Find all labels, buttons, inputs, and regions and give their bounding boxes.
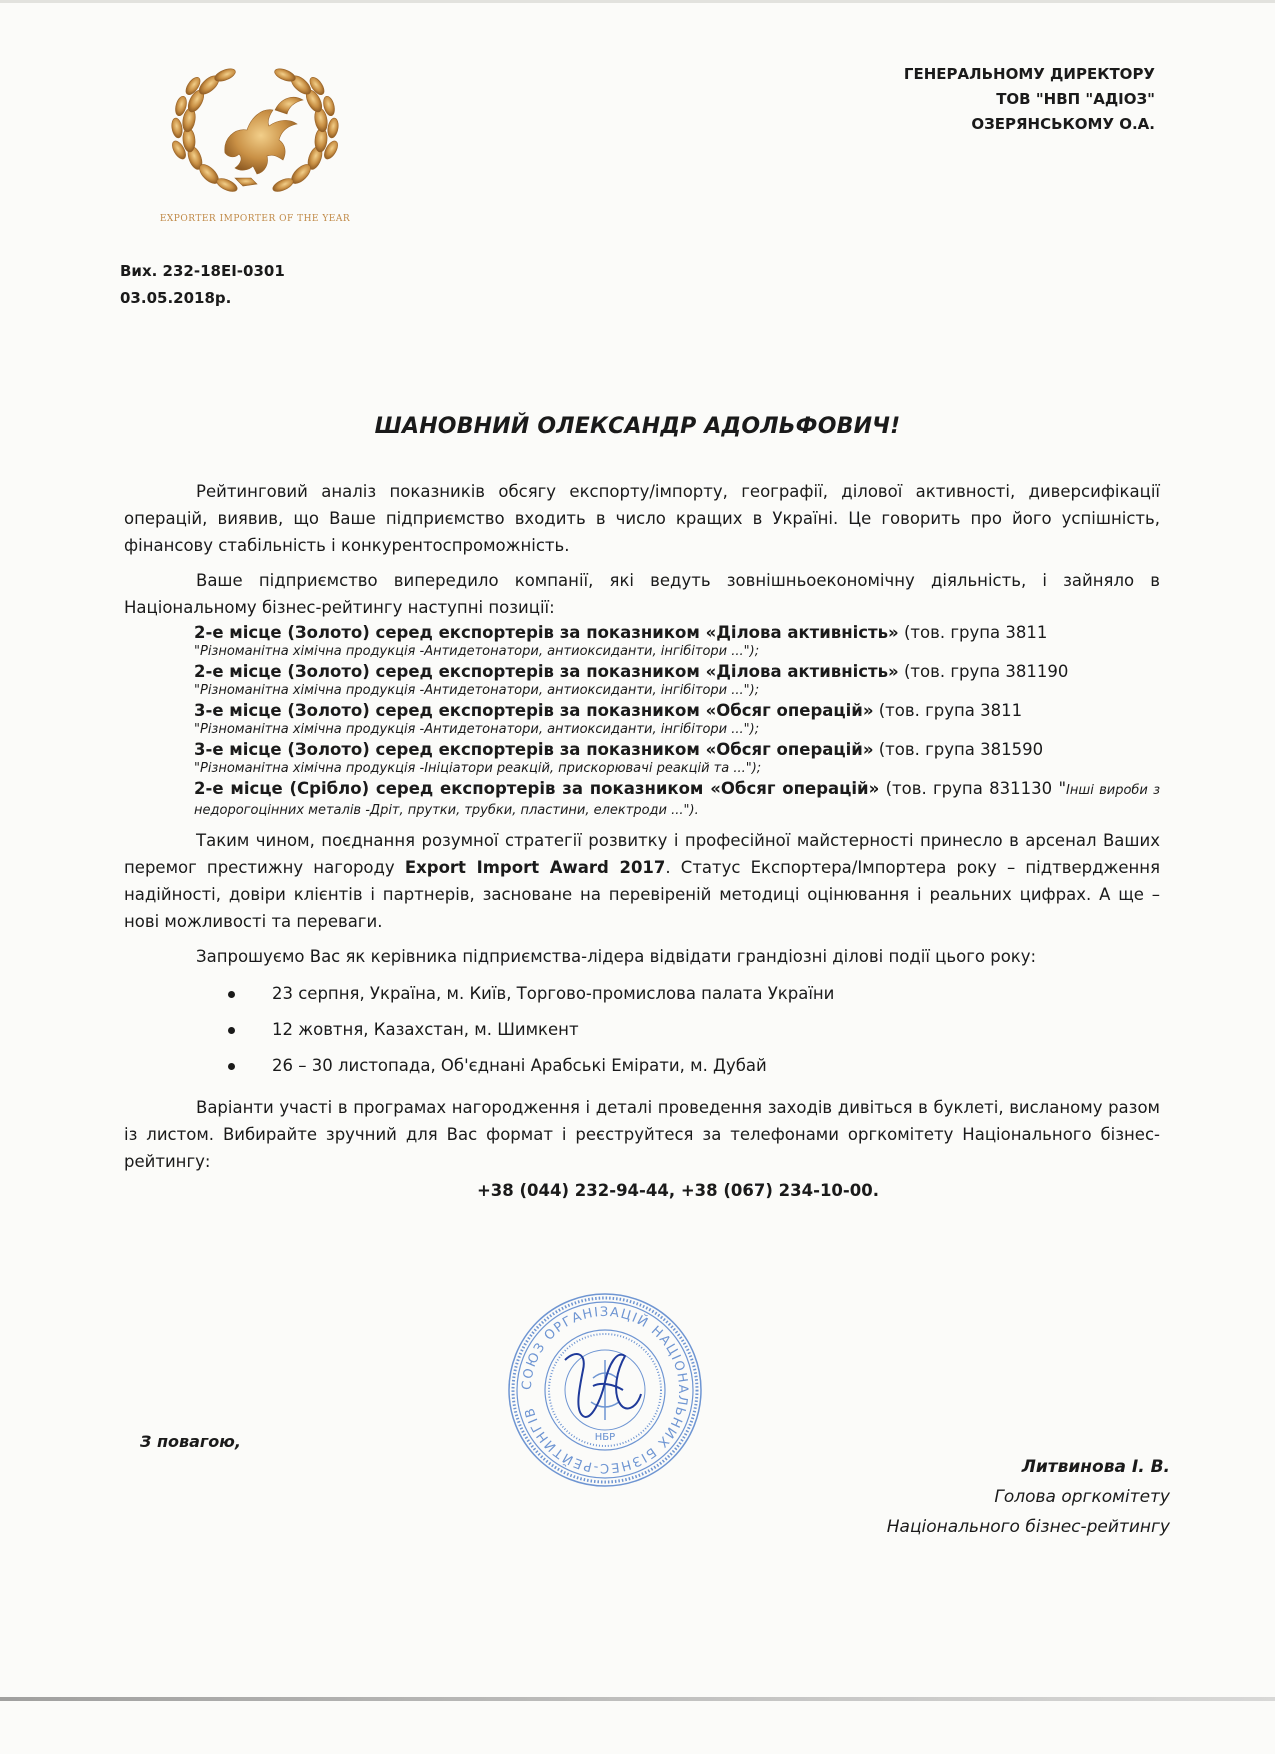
ranking-main: 2-е місце (Срібло) серед експортерів за показником «Обсяг операцій» xyxy=(194,779,880,798)
ranking-main: 3-е місце (Золото) серед експортерів за показником «Обсяг операцій» xyxy=(194,740,874,759)
ranking-group: (тов. група 381190 xyxy=(898,662,1069,681)
award-name: Export Import Award 2017 xyxy=(404,858,666,877)
addressee-line: ТОВ "НВП "АДІОЗ" xyxy=(996,90,1155,108)
ranking-item xyxy=(194,701,1160,738)
events-list xyxy=(124,976,1160,1084)
ranking-group: (тов. група 3811 xyxy=(898,623,1048,642)
stamp-center-text: НБР xyxy=(594,1432,616,1443)
ranking-item xyxy=(194,662,1160,699)
paragraph: Ваше підприємство випередило компанії, які ведуть зовнішньоекономічну діяльність, і зайняло в Національному бізнес-рейтингу наступні позиції: xyxy=(124,571,1160,617)
ranking-sub: "Різноманітна хімічна продукція -Антидетонатори, антиоксиданти, інгібітори ..."); xyxy=(194,722,760,737)
ranking-item xyxy=(194,623,1160,660)
outgoing-number: Вих. 232-18ЕІ-0301 xyxy=(120,262,285,280)
addressee-line: ГЕНЕРАЛЬНОМУ ДИРЕКТОРУ xyxy=(903,65,1155,83)
salutation: ШАНОВНИЙ ОЛЕКСАНДР АДОЛЬФОВИЧ! xyxy=(374,414,901,439)
ranking-item xyxy=(194,779,1160,819)
event-text: 26 – 30 листопада, Об'єднані Арабські Емірати, м. Дубай xyxy=(272,1056,767,1075)
ranking-main: 2-е місце (Золото) серед експортерів за показником «Ділова активність» xyxy=(194,662,899,681)
ranking-item xyxy=(194,740,1160,777)
event-item xyxy=(124,976,1160,1012)
scan-top-edge xyxy=(0,0,1275,3)
signatory-name: Литвинова І. В. xyxy=(1021,1457,1170,1477)
signatory-block xyxy=(887,1452,1170,1542)
ranking-main: 2-е місце (Золото) серед експортерів за показником «Ділова активність» xyxy=(194,623,899,642)
event-item xyxy=(124,1048,1160,1084)
addressee-block xyxy=(904,62,1155,137)
official-stamp-icon xyxy=(505,1290,705,1490)
signatory-title: Голова оргкомітету xyxy=(994,1487,1170,1507)
closing-phrase: З повагою, xyxy=(140,1432,241,1451)
rankings-list xyxy=(194,623,1160,819)
paragraph-text: . Статус Експортера/Імпортера року – підтвердження надійності, довіри клієнтів і партнерів, засноване на перевіреній методиці оцінювання і реальних цифрах. А ще – нові можливості та переваги. xyxy=(124,858,1161,931)
paragraph: Запрошуємо Вас як керівника підприємства-лідера відвідати грандіозні ділові події цього року: xyxy=(196,947,1037,966)
signatory-title: Національного бізнес-рейтингу xyxy=(886,1517,1170,1537)
ranking-sub: "Різноманітна хімічна продукція -Ініціатори реакцій, прискорювачі реакцій та ..."); xyxy=(194,761,762,776)
phone-numbers: +38 (044) 232-94-44, +38 (067) 234-10-00. xyxy=(476,1181,879,1200)
ranking-main: 3-е місце (Золото) серед експортерів за показником «Обсяг операцій» xyxy=(194,701,874,720)
ranking-sub: "Різноманітна хімічна продукція -Антидетонатори, антиоксиданти, інгібітори ..."); xyxy=(194,683,760,698)
paragraph: Варіанти участі в програмах нагородження і деталі проведення заходів дивіться в буклеті, висланому разом із листом. Вибирайте зручний для Вас формат і реєструйтеся за телефонами оргкомітету Національного бізнес-рейтингу: xyxy=(124,1098,1160,1171)
paragraph: Рейтинговий аналіз показників обсягу експорту/імпорту, географії, ділової активності, диверсифікації операцій, виявив, що Ваше підприємство входить в число кращих в Україні. Це говорить про його успішність, фінансову стабільність і конкурентоспроможність. xyxy=(124,482,1160,555)
ranking-sub: "Різноманітна хімічна продукція -Антидетонатори, антиоксиданти, інгібітори ..."); xyxy=(194,644,760,659)
stamp-ring-text: СОЮЗ ОРГАНІЗАЦІЙ НАЦІОНАЛЬНИХ БІЗНЕС-РЕЙТИНГІВ xyxy=(519,1304,691,1476)
paragraph xyxy=(124,827,1160,935)
letter-date: 03.05.2018р. xyxy=(120,289,232,307)
letter-body xyxy=(124,478,1160,1212)
ranking-group: (тов. група 381590 xyxy=(873,740,1044,759)
bullet-icon xyxy=(228,1063,235,1070)
event-text: 12 жовтня, Казахстан, м. Шимкент xyxy=(272,1020,579,1039)
bullet-icon xyxy=(228,1027,235,1034)
award-logo xyxy=(150,58,360,228)
event-text: 23 серпня, Україна, м. Київ, Торгово-промислова палата України xyxy=(272,984,835,1003)
bullet-icon xyxy=(228,991,235,998)
scan-bottom-edge xyxy=(0,1697,1275,1701)
griffin-laurel-wreath-icon xyxy=(165,58,345,208)
ranking-group: (тов. група 3811 xyxy=(873,701,1023,720)
paragraph-text: Таким чином, поєднання розумної стратегії розвитку і професійної майстерності принесло в арсенал Ваших перемог престижну нагороду xyxy=(124,831,1160,877)
logo-caption: EXPORTER IMPORTER OF THE YEAR xyxy=(159,214,351,224)
ranking-sub: Інші вироби з недорогоцінних металів -Дріт, прутки, трубки, пластини, електроди ..."). xyxy=(194,783,1160,818)
event-item xyxy=(124,1012,1160,1048)
addressee-line: ОЗЕРЯНСЬКОМУ О.А. xyxy=(971,115,1155,133)
reference-block xyxy=(120,258,285,312)
ranking-group: (тов. група 831130 " xyxy=(879,779,1067,798)
